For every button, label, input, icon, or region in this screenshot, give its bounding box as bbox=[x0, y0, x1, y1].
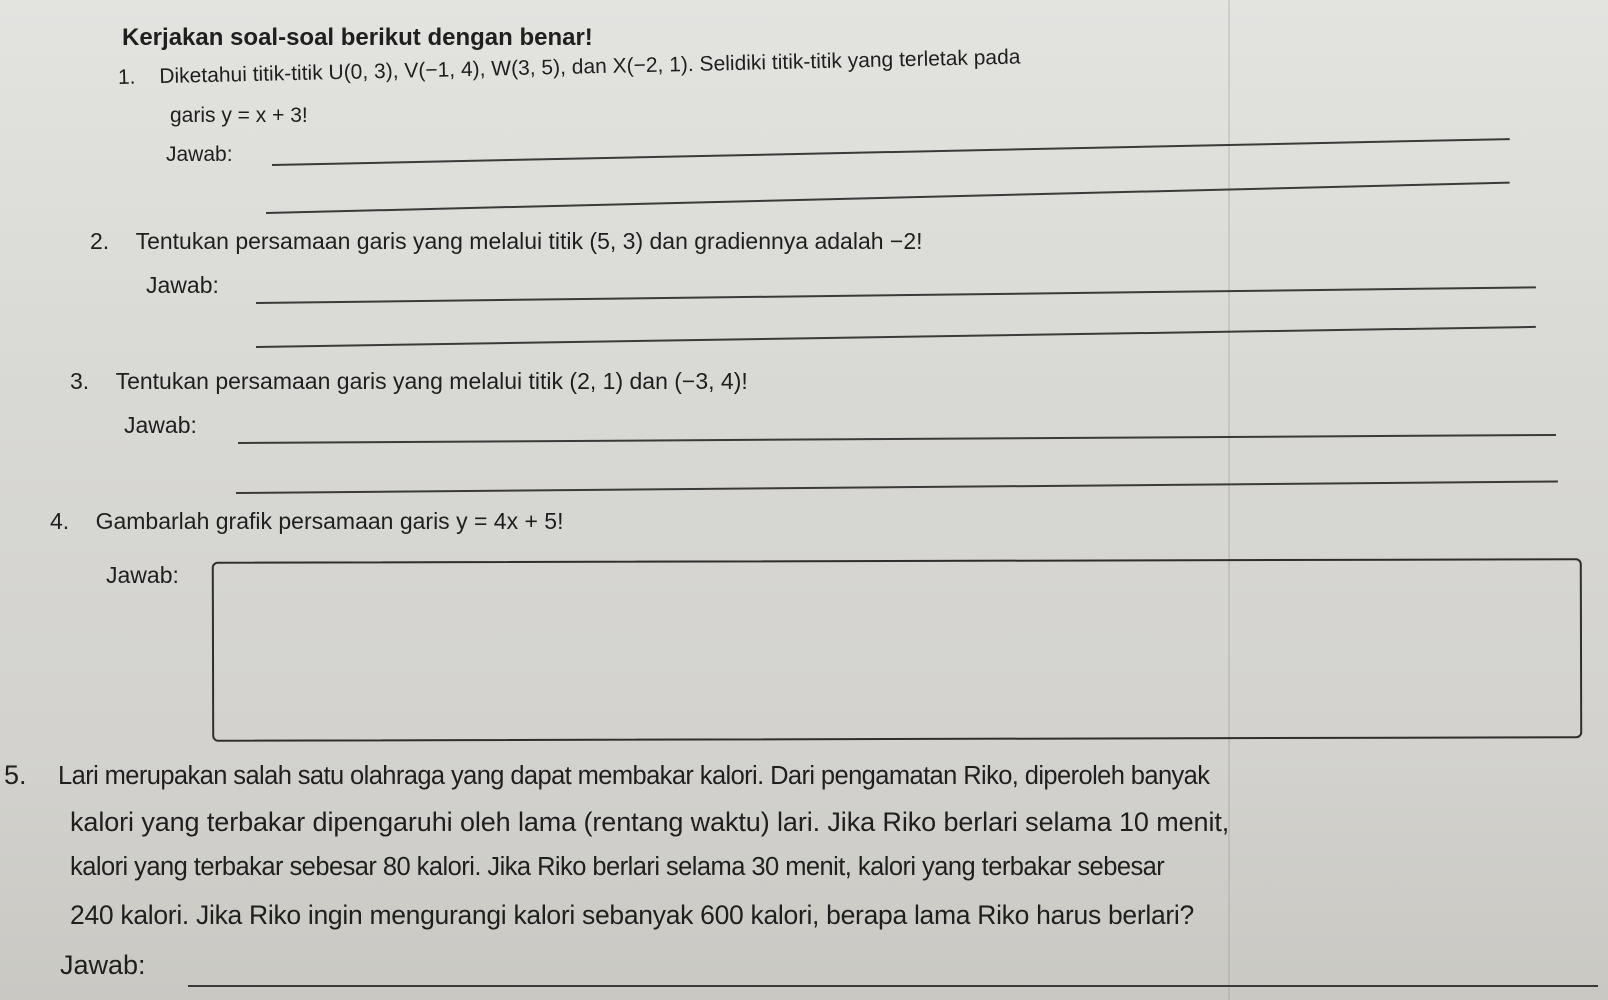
question-3-answer-label: Jawab: bbox=[124, 412, 197, 438]
paper-fold bbox=[1228, 0, 1230, 1000]
question-5-line1: Lari merupakan salah satu olahraga yang dapat membakar kalori. Dari pengamatan Riko, diperoleh banyak bbox=[58, 762, 1210, 790]
answer-line[interactable] bbox=[236, 480, 1558, 494]
question-2-line1: Tentukan persamaan garis yang melalui titik (5, 3) dan gradiennya adalah −2! bbox=[135, 228, 923, 254]
question-5-line4: 240 kalori. Jika Riko ingin mengurangi kalori sebanyak 600 kalori, berapa lama Riko harus berlari? bbox=[70, 900, 1194, 930]
answer-line[interactable] bbox=[266, 182, 1510, 214]
question-2-answer-label: Jawab: bbox=[146, 272, 219, 298]
answer-line[interactable] bbox=[188, 985, 1598, 987]
question-5-line3: kalori yang terbakar sebesar 80 kalori. Jika Riko berlari selama 30 menit, kalori yang terbakar sebesar bbox=[70, 853, 1165, 881]
question-4-number: 4. bbox=[50, 508, 70, 534]
answer-line[interactable] bbox=[238, 434, 1556, 444]
question-1-number: 1. bbox=[117, 65, 136, 89]
question-4-answer-label: Jawab: bbox=[106, 562, 179, 588]
worksheet-title: Kerjakan soal-soal berikut dengan benar! bbox=[122, 24, 593, 51]
graph-answer-box[interactable] bbox=[212, 558, 1582, 742]
answer-line[interactable] bbox=[256, 326, 1536, 348]
question-5-line2: kalori yang terbakar dipengaruhi oleh lama (rentang waktu) lari. Jika Riko berlari selama 10 menit, bbox=[70, 807, 1230, 837]
question-2-text bbox=[90, 228, 923, 255]
question-5-text bbox=[4, 760, 1209, 791]
answer-line[interactable] bbox=[272, 138, 1510, 166]
question-1-text bbox=[118, 46, 1021, 90]
question-1-line1: Diketahui titik-titik U(0, 3), V(−1, 4), W(3, 5), dan X(−2, 1). Selidiki titik-titik yang terletak pada bbox=[159, 45, 1021, 89]
question-3-line1: Tentukan persamaan garis yang melalui titik (2, 1) dan (−3, 4)! bbox=[115, 368, 748, 394]
answer-line[interactable] bbox=[256, 286, 1536, 304]
question-5-number: 5. bbox=[4, 760, 27, 790]
question-1-line2: garis y = x + 3! bbox=[170, 104, 308, 127]
question-2-number: 2. bbox=[90, 228, 110, 254]
question-4-line1: Gambarlah grafik persamaan garis y = 4x + 5! bbox=[95, 508, 564, 534]
question-3-text bbox=[70, 368, 748, 395]
question-4-text bbox=[50, 508, 563, 535]
question-5-answer-label: Jawab: bbox=[60, 950, 146, 980]
question-1-answer-label: Jawab: bbox=[166, 143, 233, 166]
question-3-number: 3. bbox=[70, 368, 90, 394]
